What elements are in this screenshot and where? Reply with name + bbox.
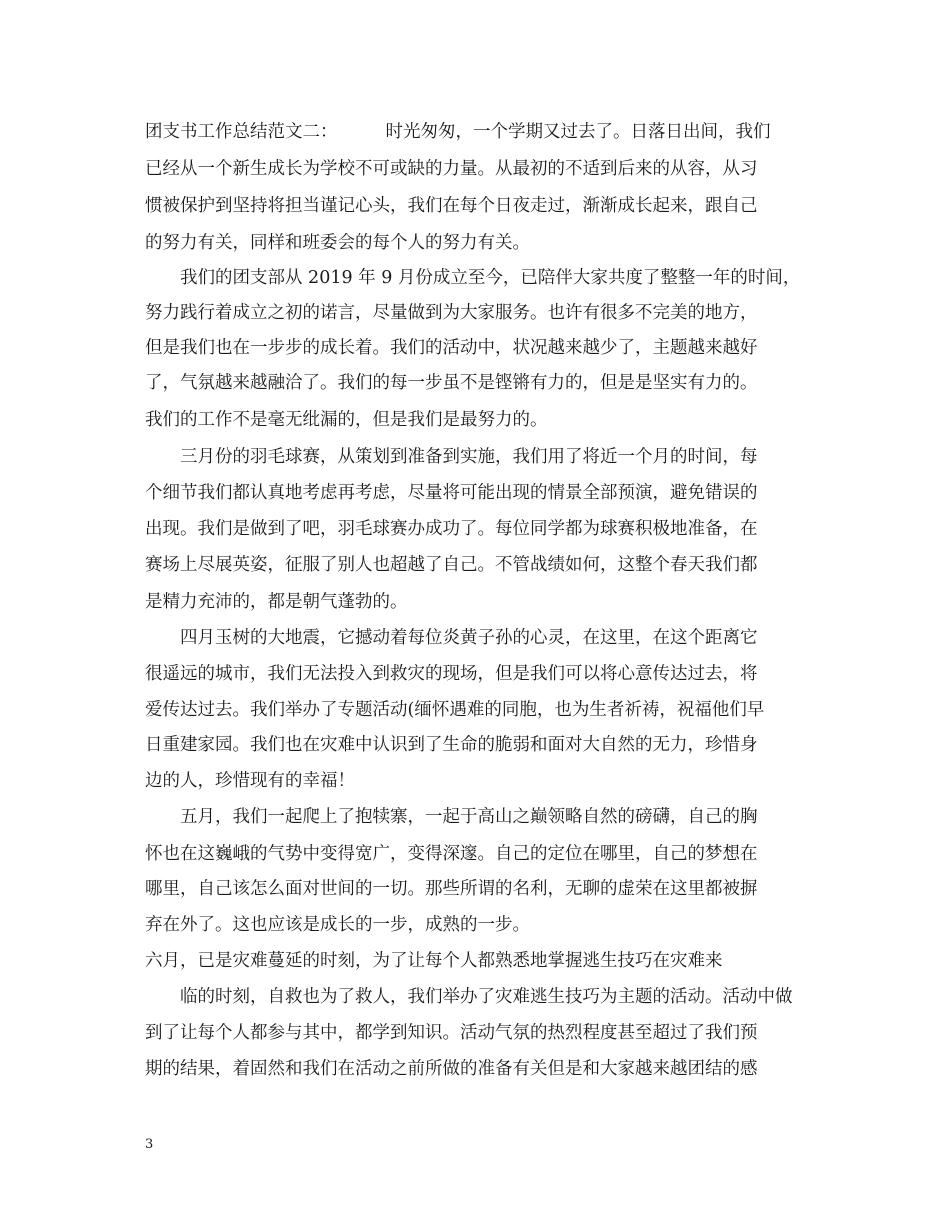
- text-line-19: 边的人，珍惜现有的幸福！: [145, 771, 355, 791]
- text-line-15: 四月玉树的大地震，它撼动着每位炎黄子孙的心灵，在这里，在这个距离它: [180, 628, 758, 648]
- text-line-12: 出现。我们是做到了吧，羽毛球赛办成功了。每位同学都为球赛积极地准备，在: [145, 519, 758, 539]
- text-line-7: 但是我们也在一步步的成长着。我们的活动中，状况越来越少了，主题越来越好: [145, 338, 758, 358]
- text-line-9: 我们的工作不是毫无纰漏的，但是我们是最努力的。: [145, 410, 548, 430]
- page-number: 3: [145, 1137, 154, 1152]
- text-line-17: 爱传达过去。我们举办了专题活动(缅怀遇难的同胞，也为生者祈祷，祝福他们早: [145, 700, 765, 720]
- text-line-6: 努力践行着成立之初的诺言，尽量做到为大家服务。也许有很多不完美的地方，: [145, 303, 758, 323]
- text-line-27: 期的结果，着固然和我们在活动之前所做的准备有关但是和大家越来越团结的感: [145, 1059, 758, 1079]
- text-line-16: 很遥远的城市，我们无法投入到救灾的现场，但是我们可以将心意传达过去，将: [145, 664, 758, 684]
- text-line-8: 了，气氛越来越融洽了。我们的每一步虽不是铿锵有力的，但是是坚实有力的。: [145, 373, 758, 393]
- text-line-18: 日重建家园。我们也在灾难中认识到了生命的脆弱和面对大自然的无力，珍惜身: [145, 735, 758, 755]
- paragraph-text: 时光匆匆，一个学期又过去了。日落日出间，我们: [385, 122, 771, 142]
- text-line-5: 我们的团支部从 2019 年 9 月份成立至今，已陪伴大家共度了整整一年的时间，: [180, 268, 801, 288]
- text-line-4: 的努力有关，同样和班委会的每个人的努力有关。: [145, 233, 530, 253]
- text-line-2: 已经从一个新生成长为学校不可或缺的力量。从最初的不适到后来的从容，从习: [145, 159, 758, 179]
- text-line-20: 五月，我们一起爬上了抱犊寨，一起于高山之巅领略自然的磅礴，自己的胸: [180, 807, 758, 827]
- text-line-26: 到了让每个人都参与其中，都学到知识。活动气氛的热烈程度甚至超过了我们预: [145, 1023, 758, 1043]
- document-title: 团支书工作总结范文二：: [145, 122, 338, 142]
- text-line-10: 三月份的羽毛球赛，从策划到准备到实施，我们用了将近一个月的时间，每: [180, 447, 758, 467]
- text-line-22: 哪里，自己该怎么面对世间的一切。那些所谓的名利，无聊的虚荣在这里都被摒: [145, 879, 758, 899]
- text-line-11: 个细节我们都认真地考虑再考虑，尽量将可能出现的情景全部预演，避免错误的: [145, 483, 758, 503]
- text-line-14: 是精力充沛的，都是朝气蓬勃的。: [145, 592, 408, 612]
- text-line-21: 怀也在这巍峨的气势中变得宽广，变得深邃。自己的定位在哪里，自己的梦想在: [145, 844, 758, 864]
- text-line-1: [145, 116, 825, 148]
- text-line-13: 赛场上尽展英姿，征服了别人也超越了自己。不管战绩如何，这整个春天我们都: [145, 555, 758, 575]
- text-line-24: 六月，已是灾难蔓延的时刻，为了让每个人都熟悉地掌握逃生技巧在灾难来: [145, 951, 723, 971]
- text-line-3: 惯被保护到坚持将担当谨记心头，我们在每个日夜走过，渐渐成长起来，跟自己: [145, 196, 758, 216]
- text-line-23: 弃在外了。这也应该是成长的一步，成熟的一步。: [145, 915, 530, 935]
- text-line-25: 临的时刻，自救也为了救人，我们举办了灾难逃生技巧为主题的活动。活动中做: [180, 987, 793, 1007]
